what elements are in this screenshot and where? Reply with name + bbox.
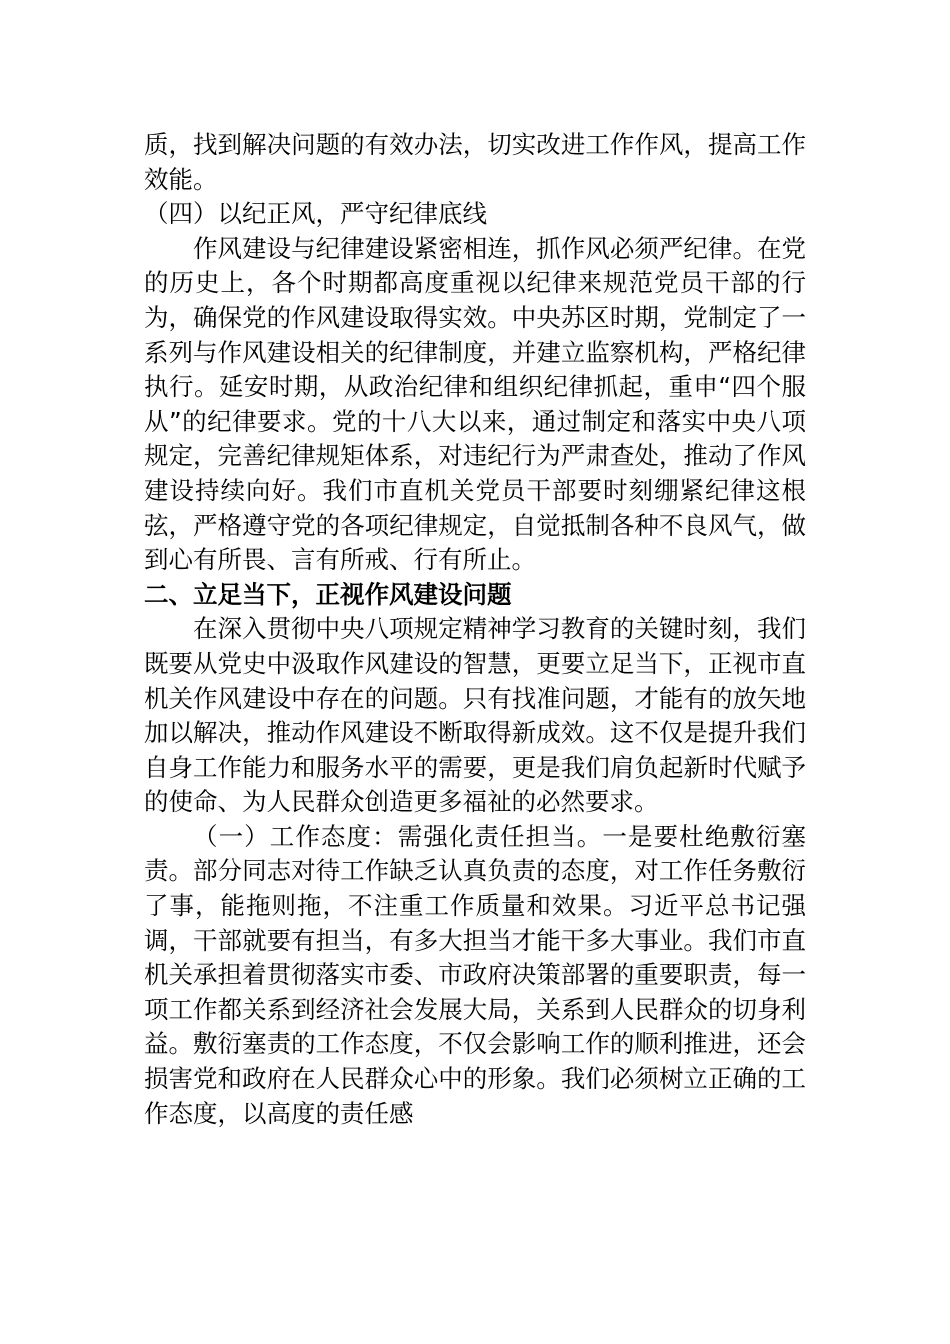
section-heading-four: （四）以纪正风，严守纪律底线: [144, 199, 487, 229]
paragraph-problems: 在深入贯彻中央八项规定精神学习教育的关键时刻，我们既要从党史中汲取作风建设的智慧，更要立足当下，正视市直机关作风建设中存在的问题。只有找准问题，才能有的放矢地加以解决，推动作风建设不断取得新成效。这不仅是提升我们自身工作能力和服务水平的需要，更是我们肩负起新时代赋予的使命、为人民群众创造更多福祉的必然要求。: [144, 614, 806, 817]
section-heading-two: 二、立足当下，正视作风建设问题: [144, 579, 512, 609]
document-body: [144, 128, 806, 1131]
paragraph-discipline: 作风建设与纪律建设紧密相连，抓作风必须严纪律。在党的历史上，各个时期都高度重视以纪律来规范党员干部的行为，确保党的作风建设取得实效。中央苏区时期，党制定了一系列与作风建设相关的纪律制度，并建立监察机构，严格纪律执行。延安时期，从政治纪律和组织纪律抓起，重申“四个服从”的纪律要求。党的十八大以来，通过制定和落实中央八项规定，完善纪律规矩体系，对违纪行为严肃查处，推动了作风建设持续向好。我们市直机关党员干部要时刻绷紧纪律这根弦，严格遵守党的各项纪律规定，自觉抵制各种不良风气，做到心有所畏、言有所戒、行有所止。: [144, 233, 806, 575]
paragraph-continuation: 质，找到解决问题的有效办法，切实改进工作作风，提高工作效能。: [144, 130, 806, 194]
paragraph-work-attitude: （一）工作态度：需强化责任担当。一是要杜绝敷衍塞责。部分同志对待工作缺乏认真负责的态度，对工作任务敷衍了事，能拖则拖，不注重工作质量和效果。习近平总书记强调，干部就要有担当，有多大担当才能干多大事业。我们市直机关承担着贯彻落实市委、市政府决策部署的重要职责，每一项工作都关系到经济社会发展大局，关系到人民群众的切身利益。敷衍塞责的工作态度，不仅会影响工作的顺利推进，还会损害党和政府在人民群众心中的形象。我们必须树立正确的工作态度，以高度的责任感: [144, 821, 806, 1128]
